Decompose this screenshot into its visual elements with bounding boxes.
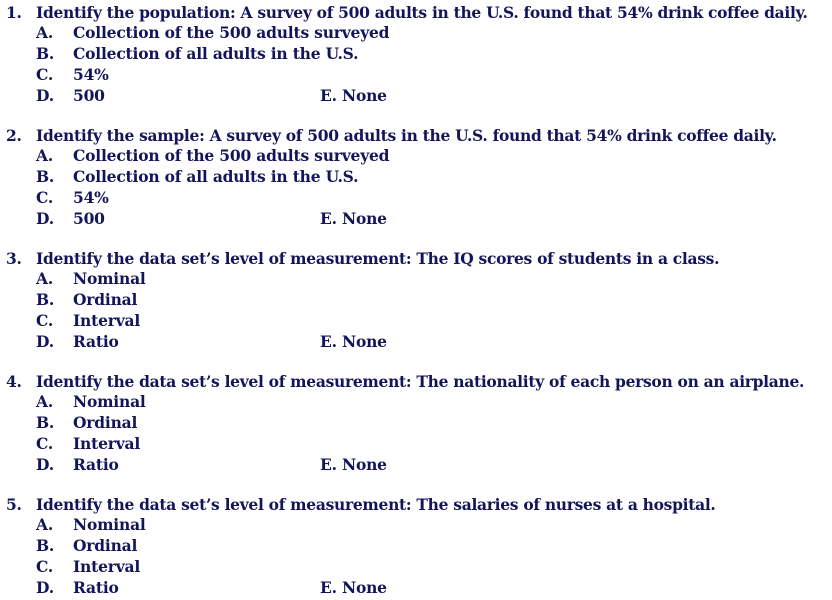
option-letter: B. (36, 44, 55, 63)
option-b (36, 167, 358, 187)
option-text: Ratio (73, 578, 119, 597)
option-letter: D. (36, 86, 54, 105)
option-text: Ordinal (73, 536, 138, 555)
option-text: 54% (73, 188, 109, 207)
option-text: Interval (73, 311, 141, 330)
option-c (36, 434, 140, 454)
option-text: Interval (73, 557, 141, 576)
question-text: Identify the data set’s level of measurement: The salaries of nurses at a hospital. (36, 495, 716, 514)
option-text: Interval (73, 434, 141, 453)
question-number: 4. (6, 372, 22, 391)
option-e: E. None (320, 86, 387, 105)
option-c (36, 188, 109, 208)
option-letter: B. (36, 167, 55, 186)
option-e: E. None (320, 209, 387, 228)
option-letter: C. (36, 65, 54, 84)
option-letter: D. (36, 455, 54, 474)
option-letter: A. (36, 146, 54, 165)
question-text: Identify the data set’s level of measurement: The nationality of each person on an airplane. (36, 372, 805, 391)
option-e: E. None (320, 578, 387, 597)
question-number: 3. (6, 249, 22, 268)
option-b (36, 290, 137, 310)
option-a (36, 269, 146, 289)
question-2-stem (6, 126, 777, 146)
option-letter: A. (36, 392, 54, 411)
option-letter: C. (36, 557, 54, 576)
option-letter: B. (36, 413, 55, 432)
option-d (36, 455, 119, 475)
option-letter: D. (36, 332, 54, 351)
option-a (36, 392, 146, 412)
option-text: Collection of all adults in the U.S. (73, 167, 359, 186)
option-c (36, 311, 140, 331)
option-b (36, 536, 137, 556)
option-letter: B. (36, 290, 55, 309)
question-number: 5. (6, 495, 22, 514)
question-text: Identify the data set’s level of measurement: The IQ scores of students in a class. (36, 249, 720, 268)
question-1-stem (6, 3, 808, 23)
option-text: 500 (73, 86, 105, 105)
question-text: Identify the population: A survey of 500 adults in the U.S. found that 54% drink coffee daily. (36, 3, 808, 22)
option-letter: A. (36, 23, 54, 42)
option-letter: A. (36, 515, 54, 534)
question-5-stem (6, 495, 716, 515)
question-4-stem (6, 372, 804, 392)
option-text: Ordinal (73, 413, 138, 432)
option-text: Nominal (73, 269, 146, 288)
option-d (36, 332, 119, 352)
option-a (36, 146, 389, 166)
option-text: Ordinal (73, 290, 138, 309)
option-text: Collection of all adults in the U.S. (73, 44, 359, 63)
option-letter: C. (36, 311, 54, 330)
option-d (36, 578, 119, 598)
question-number: 1. (6, 3, 22, 22)
option-b (36, 413, 137, 433)
option-d (36, 209, 105, 229)
option-c (36, 557, 140, 577)
option-text: Ratio (73, 332, 119, 351)
option-text: Collection of the 500 adults surveyed (73, 146, 390, 165)
option-e: E. None (320, 332, 387, 351)
option-text: Ratio (73, 455, 119, 474)
option-text: 54% (73, 65, 109, 84)
option-e: E. None (320, 455, 387, 474)
option-text: Nominal (73, 392, 146, 411)
option-a (36, 23, 389, 43)
option-a (36, 515, 146, 535)
question-text: Identify the sample: A survey of 500 adults in the U.S. found that 54% drink coffee daily. (36, 126, 777, 145)
option-text: Collection of the 500 adults surveyed (73, 23, 390, 42)
option-d (36, 86, 105, 106)
option-letter: D. (36, 578, 54, 597)
option-letter: C. (36, 434, 54, 453)
option-c (36, 65, 109, 85)
question-3-stem (6, 249, 719, 269)
option-letter: A. (36, 269, 54, 288)
option-letter: C. (36, 188, 54, 207)
option-text: 500 (73, 209, 105, 228)
option-letter: D. (36, 209, 54, 228)
option-letter: B. (36, 536, 55, 555)
question-number: 2. (6, 126, 22, 145)
option-text: Nominal (73, 515, 146, 534)
option-b (36, 44, 358, 64)
